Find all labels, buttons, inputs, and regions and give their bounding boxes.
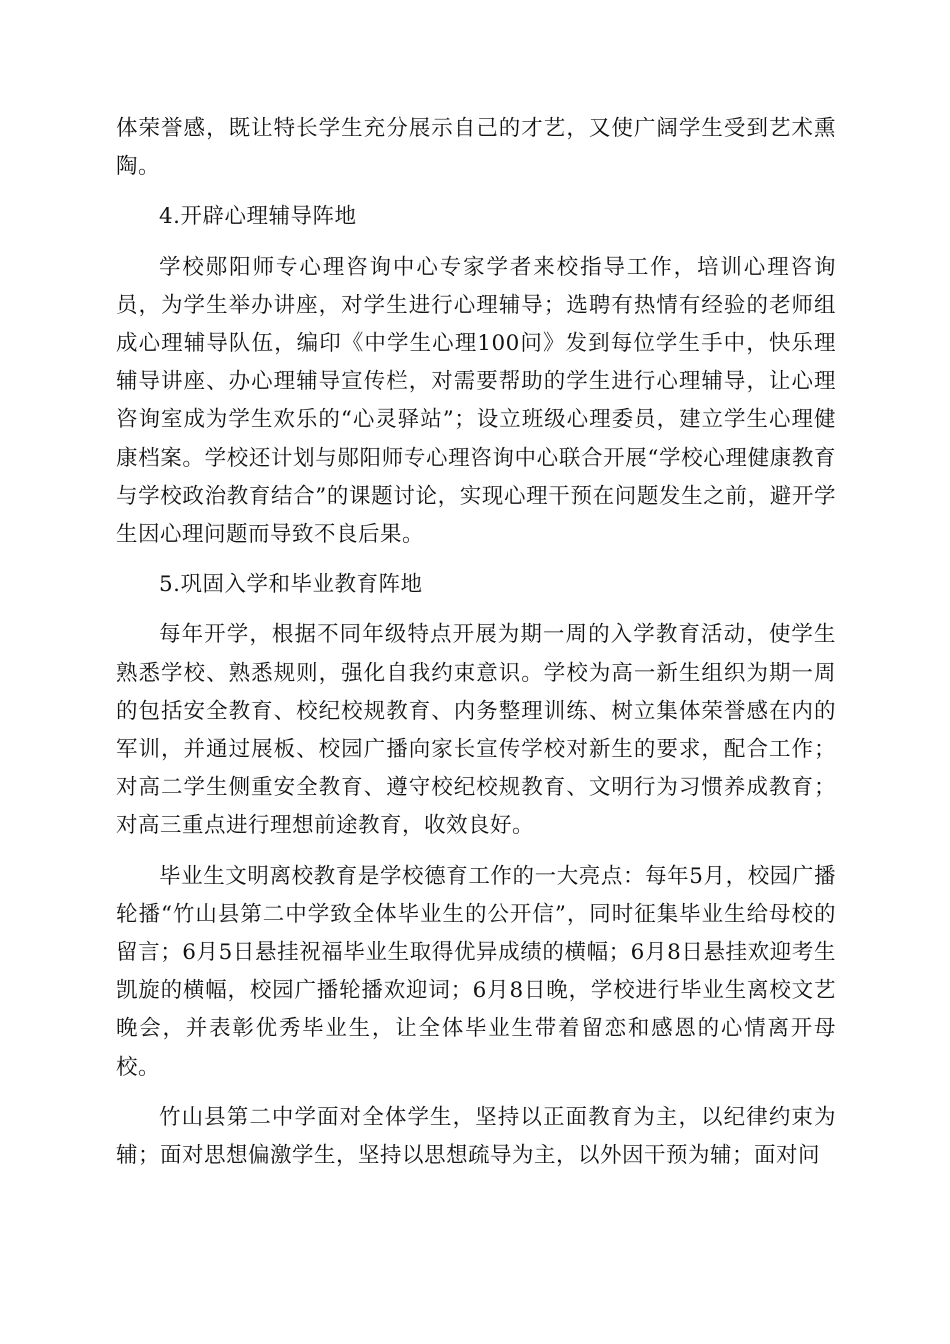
paragraph-psychology: 学校郧阳师专心理咨询中心专家学者来校指导工作，培训心理咨询员，为学生举办讲座，对学生进行心理辅导；选聘有热情有经验的老师组成心理辅导队伍，编印《中学生心理100问》发到每位学生手中，快乐理辅导讲座、办心理辅导宣传栏，对需要帮助的学生进行心理辅导，让心理咨询室成为学生欢乐的“心灵驿站”；设立班级心理委员，建立学生心理健康档案。学校还计划与郧阳师专心理咨询中心联合开展“学校心理健康教育与学校政治教育结合”的课题讨论，实现心理干预在问题发生之前，避开学生因心理问题而导致不良后果。	[116, 254, 836, 548]
paragraph-enrollment: 每年开学，根据不同年级特点开展为期一周的入学教育活动，使学生熟悉学校、熟悉规则，强化自我约束意识。学校为高一新生组织为期一周的包括安全教育、校纪校规教育、内务整理训练、树立集体荣誉感在内的军训，并通过展板、校园广播向家长宣传学校对新生的要求，配合工作；对高二学生侧重安全教育、遵守校纪校规教育、文明行为习惯养成教育；对高三重点进行理想前途教育，收效良好。	[116, 622, 836, 839]
paragraph-graduation: 毕业生文明离校教育是学校德育工作的一大亮点：每年5月，校园广播轮播“竹山县第二中学致全体毕业生的公开信”，同时征集毕业生给母校的留言；6月5日悬挂祝福毕业生取得优异成绩的横幅；6月8日悬挂欢迎考生凯旋的横幅，校园广播轮播欢迎词；6月8日晚，学校进行毕业生离校文艺晚会，并表彰优秀毕业生，让全体毕业生带着留恋和感恩的心情离开母校。	[116, 863, 836, 1080]
paragraph-continued: 体荣誉感，既让特长学生充分展示自己的才艺，又使广阔学生受到艺术熏陶。	[116, 116, 836, 180]
section-heading-psychology: 4.开辟心理辅导阵地	[159, 204, 357, 230]
document-body	[116, 110, 836, 1175]
section-heading-enrollment-graduation: 5.巩固入学和毕业教育阵地	[159, 572, 423, 598]
paragraph-summary: 竹山县第二中学面对全体学生，坚持以正面教育为主，以纪律约束为辅；面对思想偏激学生，坚持以思想疏导为主，以外因干预为辅；面对问	[116, 1104, 836, 1169]
